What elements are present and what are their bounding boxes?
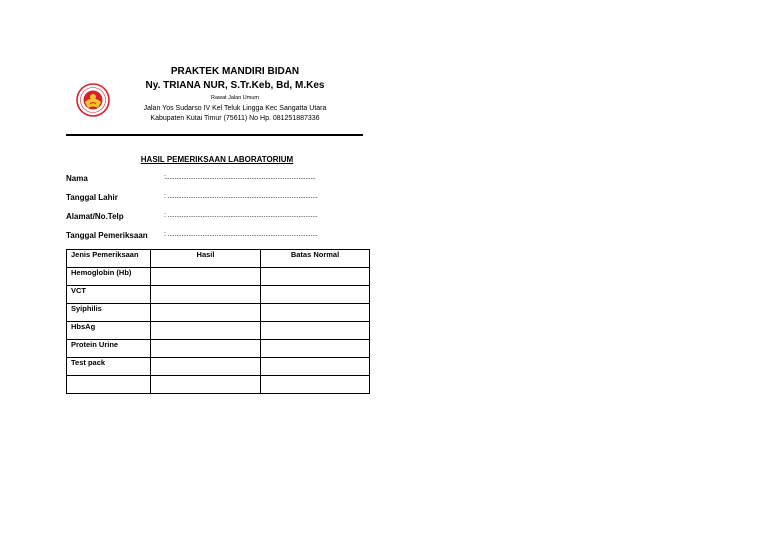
test-name-cell (67, 376, 151, 394)
result-cell (151, 322, 261, 340)
field-value-nama: :...................................................................................... (164, 174, 316, 181)
test-name-cell: VCT (67, 286, 151, 304)
table-row (67, 322, 370, 340)
table-row (67, 358, 370, 376)
normal-range-cell (261, 376, 370, 394)
form-title: HASIL PEMERIKSAAN LABORATORIUM (140, 155, 294, 164)
address-line-1: Jalan Yos Sudarso IV Kel Teluk Lingga Kec Sangatta Utara (143, 105, 327, 112)
result-cell (151, 268, 261, 286)
practice-title: PRAKTEK MANDIRI BIDAN (170, 66, 300, 77)
table-row (67, 286, 370, 304)
table-row (67, 268, 370, 286)
field-value-alamat: : ...................................................................................... (164, 212, 318, 219)
lab-results-table (66, 249, 370, 394)
midwife-name: Ny. TRIANA NUR, S.Tr.Keb, Bd, M.Kes (145, 80, 325, 91)
address-line-2: Kabupaten Kutai Timur (75611) No Hp. 081251887336 (150, 115, 320, 122)
result-cell (151, 304, 261, 322)
header-jenis-pemeriksaan: Jenis Pemeriksaan (67, 250, 151, 268)
result-cell (151, 286, 261, 304)
table-row (67, 376, 370, 394)
test-name-cell: Hemoglobin (Hb) (67, 268, 151, 286)
field-value-tanggal-pemeriksaan: : ...................................................................................... (164, 231, 318, 238)
normal-range-cell (261, 340, 370, 358)
table-header-row (67, 250, 370, 268)
result-cell (151, 358, 261, 376)
result-cell (151, 340, 261, 358)
test-name-cell: HbsAg (67, 322, 151, 340)
field-value-tanggal-lahir: : ...................................................................................... (164, 193, 318, 200)
table-row (67, 340, 370, 358)
normal-range-cell (261, 286, 370, 304)
field-label-tanggal-pemeriksaan: Tanggal Pemeriksaan (66, 231, 148, 240)
table-row (67, 304, 370, 322)
normal-range-cell (261, 322, 370, 340)
normal-range-cell (261, 304, 370, 322)
field-label-nama: Nama (66, 174, 88, 183)
result-cell (151, 376, 261, 394)
test-name-cell: Syiphilis (67, 304, 151, 322)
test-name-cell: Protein Urine (67, 340, 151, 358)
field-label-tanggal-lahir: Tanggal Lahir (66, 193, 118, 202)
normal-range-cell (261, 358, 370, 376)
header-hasil: Hasil (151, 250, 261, 268)
service-type: Rawat Jalan Umum (211, 95, 259, 101)
midwife-association-emblem-icon (76, 83, 110, 117)
clinic-logo (76, 83, 110, 117)
field-label-alamat: Alamat/No.Telp (66, 212, 124, 221)
test-name-cell: Test pack (67, 358, 151, 376)
header-batas-normal: Batas Normal (261, 250, 370, 268)
header-divider (66, 134, 363, 136)
normal-range-cell (261, 268, 370, 286)
